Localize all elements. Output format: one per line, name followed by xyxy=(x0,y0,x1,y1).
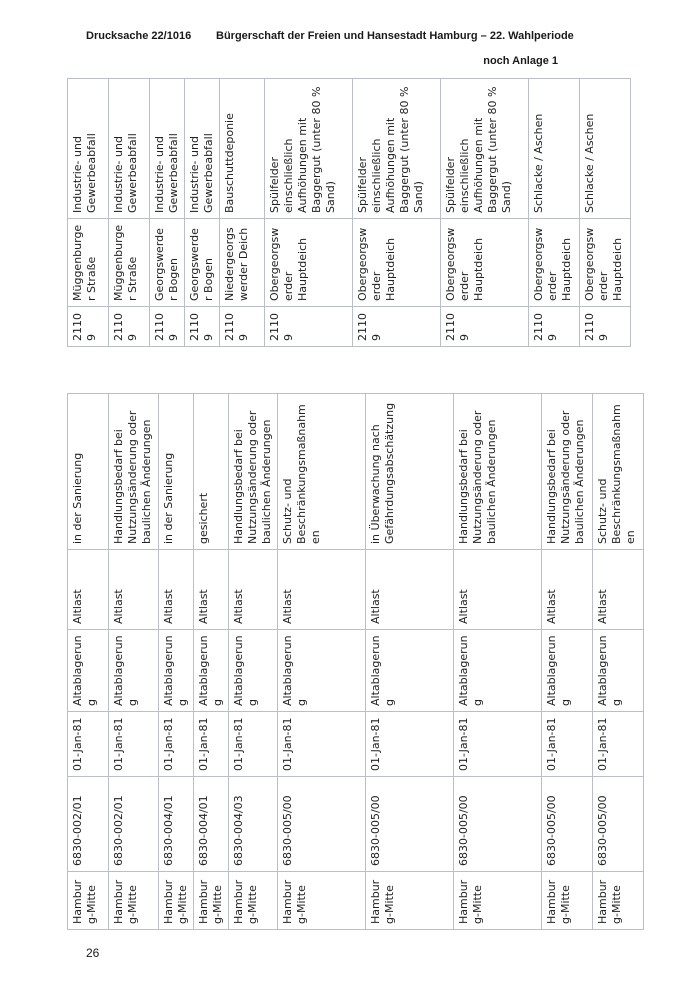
street-cell: Müggenburger Straße xyxy=(68,219,109,307)
category-cell: Altlast xyxy=(278,550,366,630)
district-cell: Hamburg-Mitte xyxy=(229,872,278,930)
status-cell: Schutz- und Beschränkungsmaßnahmen xyxy=(278,394,366,550)
waste-type-cell: Spülfelder einschließlich Aufhöhungen mit Baggergut (unter 80 % Sand) xyxy=(265,79,353,219)
postal-code-cell: 21109 xyxy=(441,307,529,347)
category-cell: Altlast xyxy=(542,550,593,630)
category-cell: Altlast xyxy=(366,550,454,630)
category-cell: Altlast xyxy=(593,550,644,630)
waste-type-cell: Spülfelder einschließlich Aufhöhungen mit Baggergut (unter 80 % Sand) xyxy=(353,79,441,219)
district-cell: Hamburg-Mitte xyxy=(68,872,109,930)
site-id-cell: 6830-005/00 xyxy=(366,777,454,872)
table-row xyxy=(366,394,454,930)
parliament-title: Bürgerschaft der Freien und Hansestadt Hamburg – 22. Wahlperiode xyxy=(216,30,574,42)
district-cell: Hamburg-Mitte xyxy=(194,872,229,930)
district-cell: Hamburg-Mitte xyxy=(278,872,366,930)
site-type-cell: Altablagerung xyxy=(454,630,542,712)
waste-type-cell: Industrie- und Gewerbeabfall xyxy=(68,79,109,219)
page-number: 26 xyxy=(86,946,100,960)
street-cell: Georgswerder Bogen xyxy=(150,219,185,307)
status-cell: Schutz- und Beschränkungsmaßnahmen xyxy=(593,394,644,550)
table-row xyxy=(454,394,542,930)
district-cell: Hamburg-Mitte xyxy=(366,872,454,930)
district-cell: Hamburg-Mitte xyxy=(454,872,542,930)
table-row xyxy=(109,394,159,930)
annex-label: noch Anlage 1 xyxy=(483,55,558,67)
waste-type-cell: Schlacke / Aschen xyxy=(580,79,631,219)
top-table-wrapper xyxy=(67,78,631,347)
site-type-cell: Altablagerung xyxy=(109,630,159,712)
status-cell: Handlungsbedarf bei Nutzungsänderung oder baulichen Änderungen xyxy=(109,394,159,550)
table-row xyxy=(150,79,185,347)
status-cell: in der Sanierung xyxy=(159,394,194,550)
table-row xyxy=(580,79,631,347)
table-row xyxy=(542,394,593,930)
table-row xyxy=(265,79,353,347)
date-cell: 01-Jan-81 xyxy=(229,712,278,777)
table-row xyxy=(68,394,109,930)
district-cell: Hamburg-Mitte xyxy=(109,872,159,930)
street-cell: Niedergeorgswerder Deich xyxy=(220,219,265,307)
category-cell: Altlast xyxy=(229,550,278,630)
site-type-cell: Altablagerung xyxy=(159,630,194,712)
postal-code-cell: 21109 xyxy=(529,307,580,347)
site-type-cell: Altablagerung xyxy=(593,630,644,712)
category-cell: Altlast xyxy=(159,550,194,630)
waste-type-cell: Schlacke / Aschen xyxy=(529,79,580,219)
status-cell: Handlungsbedarf bei Nutzungsänderung oder baulichen Änderungen xyxy=(542,394,593,550)
site-id-cell: 6830-005/00 xyxy=(454,777,542,872)
date-cell: 01-Jan-81 xyxy=(454,712,542,777)
street-cell: Obergeorgswerder Hauptdeich xyxy=(353,219,441,307)
district-cell: Hamburg-Mitte xyxy=(542,872,593,930)
date-cell: 01-Jan-81 xyxy=(278,712,366,777)
waste-type-cell: Industrie- und Gewerbeabfall xyxy=(109,79,150,219)
table-row xyxy=(353,79,441,347)
site-type-cell: Altablagerung xyxy=(229,630,278,712)
category-cell: Altlast xyxy=(68,550,109,630)
site-id-cell: 6830-002/01 xyxy=(68,777,109,872)
bottom-table-wrapper xyxy=(67,393,644,930)
landfill-location-table xyxy=(67,78,631,347)
postal-code-cell: 21109 xyxy=(109,307,150,347)
date-cell: 01-Jan-81 xyxy=(159,712,194,777)
status-cell: gesichert xyxy=(194,394,229,550)
table-row xyxy=(278,394,366,930)
district-cell: Hamburg-Mitte xyxy=(593,872,644,930)
status-cell: Handlungsbedarf bei Nutzungsänderung oder baulichen Änderungen xyxy=(454,394,542,550)
table-row xyxy=(593,394,644,930)
postal-code-cell: 21109 xyxy=(580,307,631,347)
table-row xyxy=(529,79,580,347)
site-type-cell: Altablagerung xyxy=(278,630,366,712)
date-cell: 01-Jan-81 xyxy=(542,712,593,777)
date-cell: 01-Jan-81 xyxy=(68,712,109,777)
street-cell: Obergeorgswerder Hauptdeich xyxy=(529,219,580,307)
postal-code-cell: 21109 xyxy=(265,307,353,347)
street-cell: Georgswerder Bogen xyxy=(185,219,220,307)
street-cell: Obergeorgswerder Hauptdeich xyxy=(441,219,529,307)
waste-type-cell: Spülfelder einschließlich Aufhöhungen mit Baggergut (unter 80 % Sand) xyxy=(441,79,529,219)
site-type-cell: Altablagerung xyxy=(366,630,454,712)
table-row xyxy=(185,79,220,347)
category-cell: Altlast xyxy=(194,550,229,630)
status-cell: Handlungsbedarf bei Nutzungsänderung oder baulichen Änderungen xyxy=(229,394,278,550)
date-cell: 01-Jan-81 xyxy=(194,712,229,777)
status-cell: in der Sanierung xyxy=(68,394,109,550)
waste-type-cell: Industrie- und Gewerbeabfall xyxy=(185,79,220,219)
contaminated-site-table xyxy=(67,393,644,930)
site-id-cell: 6830-005/00 xyxy=(593,777,644,872)
table-row xyxy=(220,79,265,347)
table-row xyxy=(229,394,278,930)
postal-code-cell: 21109 xyxy=(185,307,220,347)
site-id-cell: 6830-005/00 xyxy=(542,777,593,872)
table-row xyxy=(441,79,529,347)
table-row xyxy=(68,79,109,347)
site-type-cell: Altablagerung xyxy=(194,630,229,712)
district-cell: Hamburg-Mitte xyxy=(159,872,194,930)
date-cell: 01-Jan-81 xyxy=(366,712,454,777)
site-type-cell: Altablagerung xyxy=(542,630,593,712)
street-cell: Obergeorgswerder Hauptdeich xyxy=(580,219,631,307)
table-row xyxy=(109,79,150,347)
site-type-cell: Altablagerung xyxy=(68,630,109,712)
status-cell: in Überwachung nach Gefährdungsabschätzung xyxy=(366,394,454,550)
site-id-cell: 6830-004/01 xyxy=(159,777,194,872)
table-row xyxy=(159,394,194,930)
street-cell: Müggenburger Straße xyxy=(109,219,150,307)
site-id-cell: 6830-004/03 xyxy=(229,777,278,872)
postal-code-cell: 21109 xyxy=(220,307,265,347)
document-number: Drucksache 22/1016 xyxy=(86,30,192,42)
site-id-cell: 6830-004/01 xyxy=(194,777,229,872)
waste-type-cell: Bauschuttdeponie xyxy=(220,79,265,219)
postal-code-cell: 21109 xyxy=(68,307,109,347)
category-cell: Altlast xyxy=(454,550,542,630)
waste-type-cell: Industrie- und Gewerbeabfall xyxy=(150,79,185,219)
street-cell: Obergeorgswerder Hauptdeich xyxy=(265,219,353,307)
site-id-cell: 6830-005/00 xyxy=(278,777,366,872)
site-id-cell: 6830-002/01 xyxy=(109,777,159,872)
postal-code-cell: 21109 xyxy=(353,307,441,347)
date-cell: 01-Jan-81 xyxy=(109,712,159,777)
postal-code-cell: 21109 xyxy=(150,307,185,347)
category-cell: Altlast xyxy=(109,550,159,630)
date-cell: 01-Jan-81 xyxy=(593,712,644,777)
table-row xyxy=(194,394,229,930)
